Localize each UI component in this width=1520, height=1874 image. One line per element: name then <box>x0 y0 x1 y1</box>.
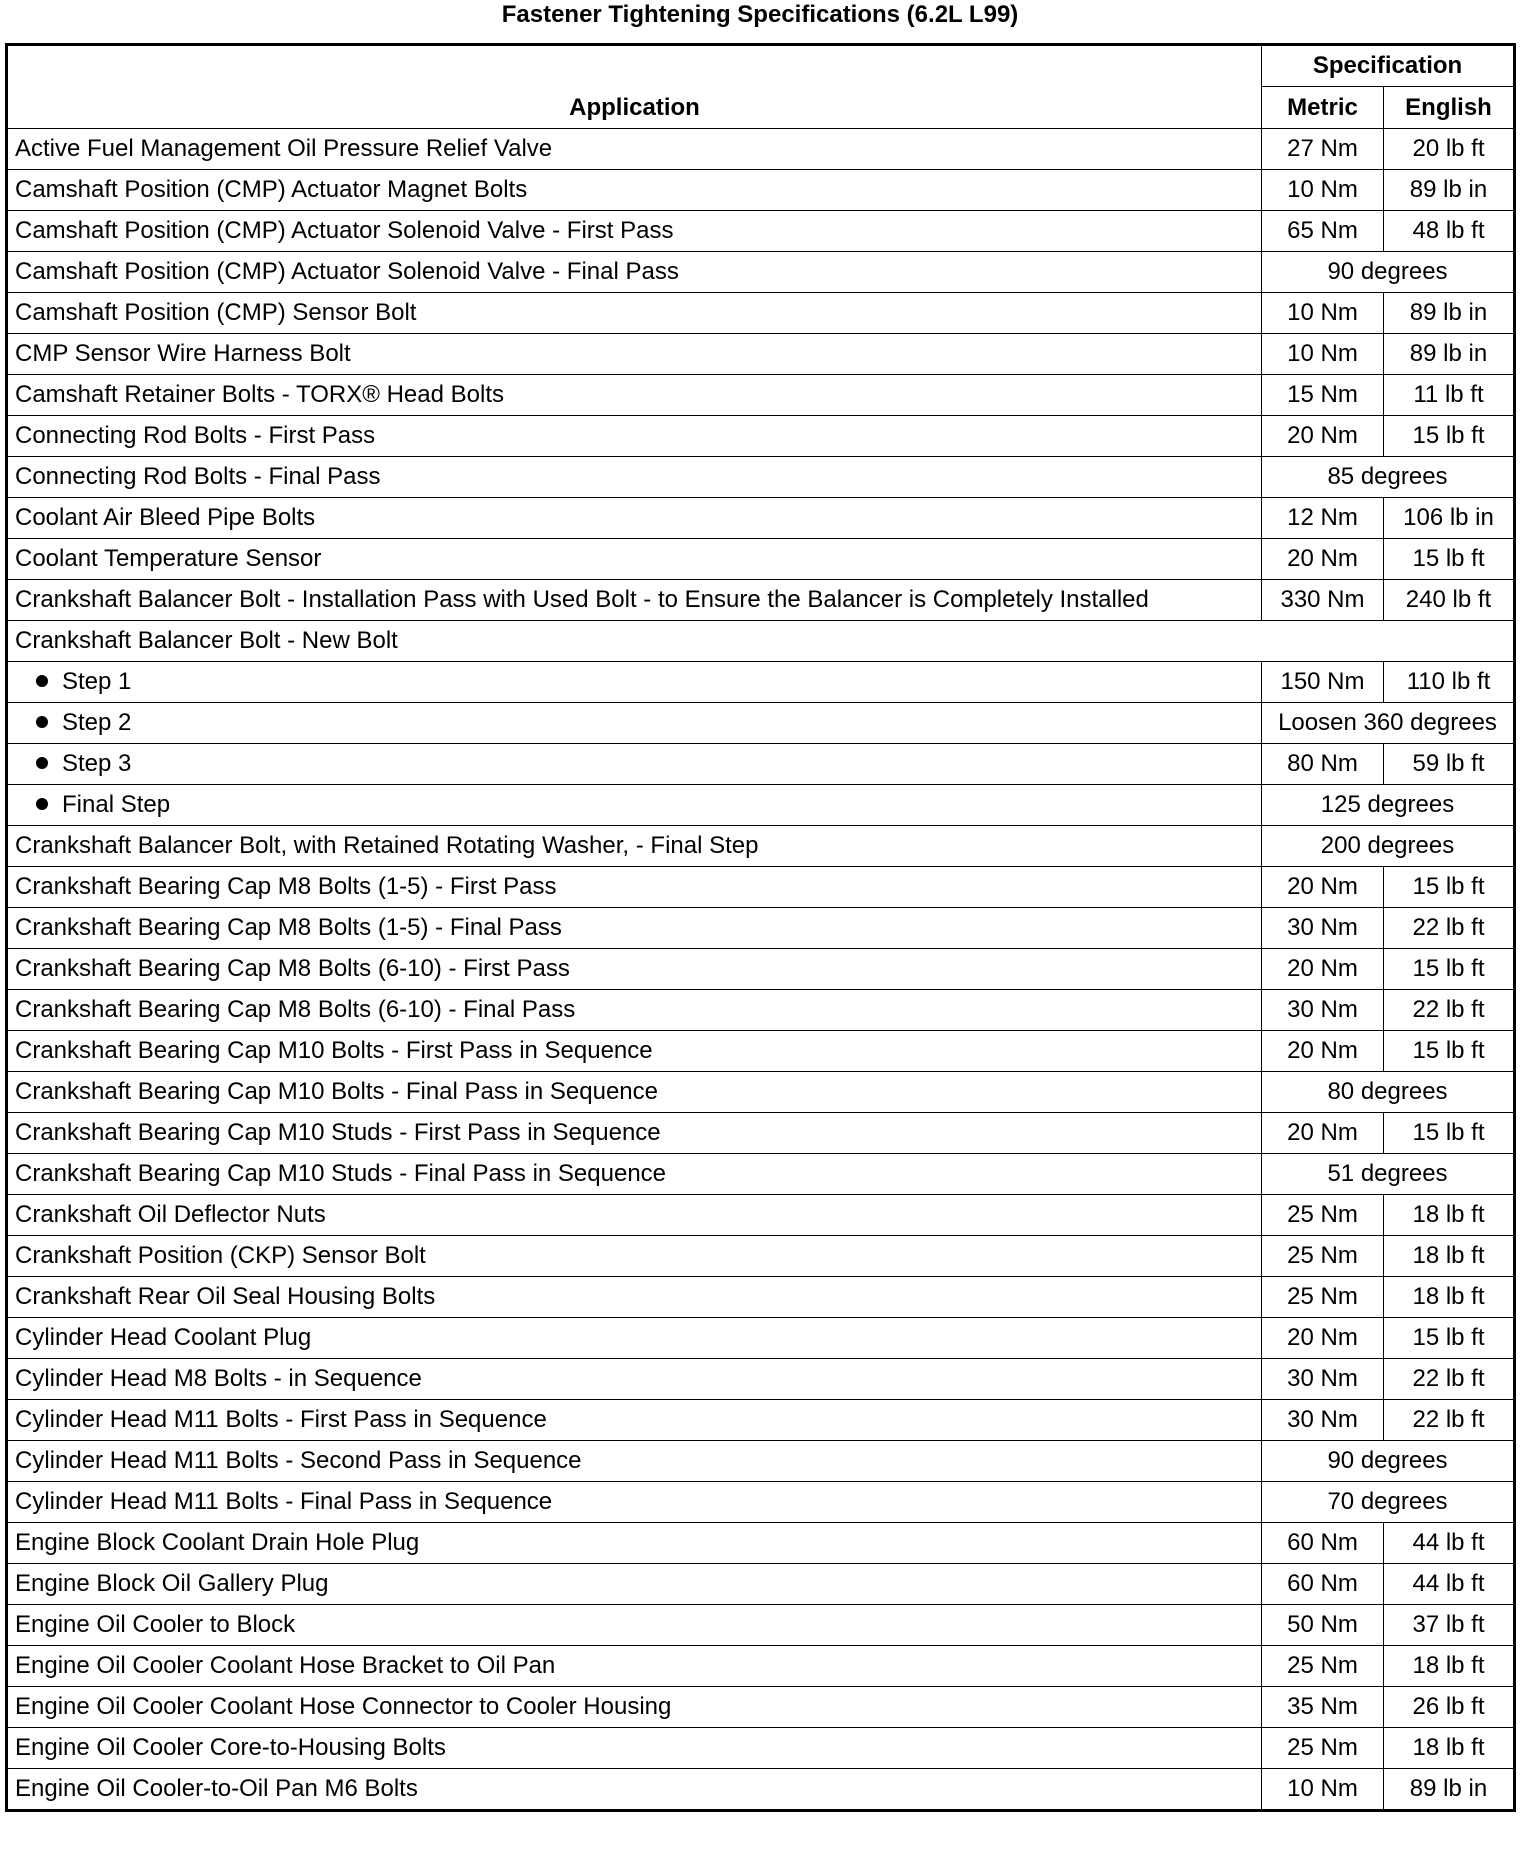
application-cell <box>7 949 1262 990</box>
table-row <box>7 1605 1515 1646</box>
bullet-icon <box>36 716 48 728</box>
metric-cell: 330 Nm <box>1262 580 1384 621</box>
table-row <box>7 1072 1515 1113</box>
metric-cell: 12 Nm <box>1262 498 1384 539</box>
table-row <box>7 949 1515 990</box>
metric-cell: 25 Nm <box>1262 1646 1384 1687</box>
metric-cell: 25 Nm <box>1262 1277 1384 1318</box>
metric-cell: 10 Nm <box>1262 293 1384 334</box>
spec-combined-cell: 125 degrees <box>1262 785 1515 826</box>
application-cell <box>7 703 1262 744</box>
header-specification: Specification <box>1262 45 1515 87</box>
metric-cell: 80 Nm <box>1262 744 1384 785</box>
application-cell <box>7 129 1262 170</box>
application-label: Crankshaft Rear Oil Seal Housing Bolts <box>15 1283 436 1310</box>
application-cell <box>7 1482 1262 1523</box>
english-cell: 22 lb ft <box>1384 1400 1515 1441</box>
application-cell <box>7 416 1262 457</box>
application-label: Cylinder Head Coolant Plug <box>15 1324 312 1351</box>
application-cell <box>7 1031 1262 1072</box>
spec-combined-cell: 90 degrees <box>1262 252 1515 293</box>
table-row <box>7 1482 1515 1523</box>
application-label: Engine Block Oil Gallery Plug <box>15 1570 329 1597</box>
metric-cell: 27 Nm <box>1262 129 1384 170</box>
table-row <box>7 498 1515 539</box>
spec-combined-cell: 90 degrees <box>1262 1441 1515 1482</box>
english-cell: 15 lb ft <box>1384 539 1515 580</box>
application-cell <box>7 908 1262 949</box>
application-cell <box>7 1564 1262 1605</box>
english-cell: 44 lb ft <box>1384 1564 1515 1605</box>
application-label: Cylinder Head M11 Bolts - Final Pass in Sequence <box>15 1488 553 1515</box>
application-label: Crankshaft Bearing Cap M10 Bolts - First Pass in Sequence <box>15 1037 653 1064</box>
table-row <box>7 1154 1515 1195</box>
application-label: Cylinder Head M11 Bolts - First Pass in Sequence <box>15 1406 547 1433</box>
table-row <box>7 1359 1515 1400</box>
table-row <box>7 1195 1515 1236</box>
application-label: Crankshaft Oil Deflector Nuts <box>15 1201 326 1228</box>
application-label: Final Step <box>62 791 171 818</box>
english-cell: 22 lb ft <box>1384 908 1515 949</box>
application-label: Cylinder Head M8 Bolts - in Sequence <box>15 1365 422 1392</box>
table-row <box>7 1277 1515 1318</box>
metric-cell: 10 Nm <box>1262 334 1384 375</box>
bullet-icon <box>36 757 48 769</box>
header-application <box>7 45 1262 129</box>
application-label: Engine Oil Cooler Core-to-Housing Bolts <box>15 1734 446 1761</box>
english-cell: 20 lb ft <box>1384 129 1515 170</box>
metric-cell: 25 Nm <box>1262 1195 1384 1236</box>
metric-cell: 25 Nm <box>1262 1728 1384 1769</box>
metric-cell: 150 Nm <box>1262 662 1384 703</box>
application-cell <box>7 1646 1262 1687</box>
table-row <box>7 170 1515 211</box>
metric-cell: 20 Nm <box>1262 1031 1384 1072</box>
metric-cell: 50 Nm <box>1262 1605 1384 1646</box>
application-label: Cylinder Head M11 Bolts - Second Pass in Sequence <box>15 1447 582 1474</box>
application-cell <box>7 744 1262 785</box>
application-cell <box>7 1605 1262 1646</box>
metric-cell: 15 Nm <box>1262 375 1384 416</box>
application-cell <box>7 1113 1262 1154</box>
application-cell <box>7 1072 1262 1113</box>
application-label: Camshaft Position (CMP) Actuator Solenoid Valve - First Pass <box>15 217 674 244</box>
table-row <box>7 129 1515 170</box>
english-cell: 106 lb in <box>1384 498 1515 539</box>
metric-cell: 60 Nm <box>1262 1564 1384 1605</box>
application-cell <box>7 1277 1262 1318</box>
application-label: Camshaft Position (CMP) Sensor Bolt <box>15 299 417 326</box>
bullet-icon <box>36 798 48 810</box>
english-cell: 18 lb ft <box>1384 1277 1515 1318</box>
english-cell: 18 lb ft <box>1384 1195 1515 1236</box>
application-cell <box>7 1441 1262 1482</box>
english-cell: 240 lb ft <box>1384 580 1515 621</box>
english-cell: 26 lb ft <box>1384 1687 1515 1728</box>
metric-cell: 25 Nm <box>1262 1236 1384 1277</box>
english-cell: 110 lb ft <box>1384 662 1515 703</box>
application-cell <box>7 252 1262 293</box>
application-label: Active Fuel Management Oil Pressure Relief Valve <box>15 135 553 162</box>
application-cell <box>7 1359 1262 1400</box>
application-label: Camshaft Retainer Bolts - TORX® Head Bolts <box>15 381 504 408</box>
application-label: Coolant Temperature Sensor <box>15 545 322 572</box>
metric-cell: 65 Nm <box>1262 211 1384 252</box>
application-label: Crankshaft Balancer Bolt - New Bolt <box>15 627 398 654</box>
metric-cell: 30 Nm <box>1262 1359 1384 1400</box>
english-cell: 22 lb ft <box>1384 1359 1515 1400</box>
application-cell <box>7 1195 1262 1236</box>
table-row <box>7 252 1515 293</box>
english-cell: 89 lb in <box>1384 293 1515 334</box>
metric-cell: 10 Nm <box>1262 170 1384 211</box>
application-label: Crankshaft Bearing Cap M8 Bolts (1-5) - First Pass <box>15 873 557 900</box>
metric-cell: 30 Nm <box>1262 908 1384 949</box>
table-row <box>7 867 1515 908</box>
application-label: Crankshaft Balancer Bolt, with Retained Rotating Washer, - Final Step <box>15 832 759 859</box>
metric-cell: 20 Nm <box>1262 416 1384 457</box>
application-label: Connecting Rod Bolts - Final Pass <box>15 463 381 490</box>
english-cell: 18 lb ft <box>1384 1728 1515 1769</box>
english-cell: 89 lb in <box>1384 334 1515 375</box>
header-metric: Metric <box>1262 87 1384 129</box>
metric-cell: 20 Nm <box>1262 867 1384 908</box>
table-row <box>7 416 1515 457</box>
application-cell <box>7 375 1262 416</box>
english-cell: 15 lb ft <box>1384 1031 1515 1072</box>
application-cell <box>7 1687 1262 1728</box>
english-cell: 15 lb ft <box>1384 949 1515 990</box>
application-cell <box>7 580 1262 621</box>
application-label: Crankshaft Bearing Cap M10 Studs - Final Pass in Sequence <box>15 1160 667 1187</box>
application-label: Step 2 <box>62 709 132 736</box>
application-cell <box>7 1318 1262 1359</box>
application-label: Coolant Air Bleed Pipe Bolts <box>15 504 316 531</box>
table-row <box>7 785 1515 826</box>
table-row <box>7 990 1515 1031</box>
application-label: Engine Oil Cooler Coolant Hose Bracket to Oil Pan <box>15 1652 556 1679</box>
table-row <box>7 662 1515 703</box>
english-cell: 59 lb ft <box>1384 744 1515 785</box>
header-application-label: Application <box>569 94 700 121</box>
document-title: Fastener Tightening Specifications (6.2L L99) <box>501 1 1019 28</box>
spec-combined-cell: 51 degrees <box>1262 1154 1515 1195</box>
english-cell: 89 lb in <box>1384 170 1515 211</box>
application-cell <box>7 1769 1262 1811</box>
application-label: Camshaft Position (CMP) Actuator Magnet Bolts <box>15 176 528 203</box>
application-label: Step 1 <box>62 668 132 695</box>
metric-cell: 30 Nm <box>1262 1400 1384 1441</box>
spec-combined-cell: 200 degrees <box>1262 826 1515 867</box>
spec-combined-cell: 70 degrees <box>1262 1482 1515 1523</box>
application-label: Crankshaft Bearing Cap M8 Bolts (1-5) - Final Pass <box>15 914 562 941</box>
table-row <box>7 334 1515 375</box>
application-label: Engine Oil Cooler Coolant Hose Connector to Cooler Housing <box>15 1693 672 1720</box>
metric-cell: 10 Nm <box>1262 1769 1384 1811</box>
application-cell <box>7 826 1262 867</box>
english-cell: 11 lb ft <box>1384 375 1515 416</box>
application-cell <box>7 293 1262 334</box>
english-cell: 37 lb ft <box>1384 1605 1515 1646</box>
metric-cell: 60 Nm <box>1262 1523 1384 1564</box>
application-label: Crankshaft Bearing Cap M8 Bolts (6-10) - Final Pass <box>15 996 576 1023</box>
header-english: English <box>1384 87 1515 129</box>
table-row <box>7 539 1515 580</box>
application-cell <box>7 539 1262 580</box>
spec-combined-cell: Loosen 360 degrees <box>1262 703 1515 744</box>
application-cell <box>7 1728 1262 1769</box>
spec-combined-cell: 80 degrees <box>1262 1072 1515 1113</box>
english-cell: 15 lb ft <box>1384 1113 1515 1154</box>
application-label: Crankshaft Bearing Cap M10 Studs - First Pass in Sequence <box>15 1119 661 1146</box>
application-label: Step 3 <box>62 750 132 777</box>
table-row <box>7 293 1515 334</box>
table-row <box>7 1113 1515 1154</box>
english-cell: 15 lb ft <box>1384 416 1515 457</box>
application-cell <box>7 990 1262 1031</box>
bullet-icon <box>36 675 48 687</box>
table-row <box>7 211 1515 252</box>
table-row <box>7 744 1515 785</box>
metric-cell: 20 Nm <box>1262 949 1384 990</box>
english-cell: 15 lb ft <box>1384 1318 1515 1359</box>
table-row <box>7 826 1515 867</box>
spec-table <box>5 43 1516 1812</box>
header-row <box>7 45 1515 87</box>
application-cell <box>7 1236 1262 1277</box>
application-label: Engine Oil Cooler to Block <box>15 1611 296 1638</box>
table-row <box>7 1441 1515 1482</box>
application-cell <box>7 1154 1262 1195</box>
table-row <box>7 1646 1515 1687</box>
application-cell <box>7 211 1262 252</box>
application-label: Crankshaft Position (CKP) Sensor Bolt <box>15 1242 426 1269</box>
metric-cell: 20 Nm <box>1262 539 1384 580</box>
spec-table-body <box>7 129 1515 1811</box>
english-cell: 48 lb ft <box>1384 211 1515 252</box>
english-cell: 22 lb ft <box>1384 990 1515 1031</box>
metric-cell: 20 Nm <box>1262 1113 1384 1154</box>
table-row <box>7 1728 1515 1769</box>
table-row <box>7 580 1515 621</box>
table-row <box>7 1400 1515 1441</box>
application-cell <box>7 621 1515 662</box>
table-row <box>7 375 1515 416</box>
table-row <box>7 621 1515 662</box>
english-cell: 15 lb ft <box>1384 867 1515 908</box>
application-label: Crankshaft Bearing Cap M10 Bolts - Final Pass in Sequence <box>15 1078 658 1105</box>
application-label: Crankshaft Bearing Cap M8 Bolts (6-10) - First Pass <box>15 955 570 982</box>
metric-cell: 35 Nm <box>1262 1687 1384 1728</box>
table-row <box>7 1236 1515 1277</box>
application-label: Crankshaft Balancer Bolt - Installation Pass with Used Bolt - to Ensure the Balancer is Completely Installed <box>15 586 1149 613</box>
spec-combined-cell: 85 degrees <box>1262 457 1515 498</box>
english-cell: 18 lb ft <box>1384 1646 1515 1687</box>
table-row <box>7 908 1515 949</box>
application-cell <box>7 1400 1262 1441</box>
application-label: Engine Oil Cooler-to-Oil Pan M6 Bolts <box>15 1775 418 1802</box>
table-row <box>7 1523 1515 1564</box>
table-row <box>7 457 1515 498</box>
metric-cell: 30 Nm <box>1262 990 1384 1031</box>
application-cell <box>7 662 1262 703</box>
table-row <box>7 1769 1515 1811</box>
application-cell <box>7 1523 1262 1564</box>
table-row <box>7 1564 1515 1605</box>
table-row <box>7 1318 1515 1359</box>
english-cell: 89 lb in <box>1384 1769 1515 1811</box>
table-row <box>7 1031 1515 1072</box>
application-cell <box>7 334 1262 375</box>
table-row <box>7 1687 1515 1728</box>
application-cell <box>7 170 1262 211</box>
application-cell <box>7 867 1262 908</box>
english-cell: 44 lb ft <box>1384 1523 1515 1564</box>
application-cell <box>7 498 1262 539</box>
english-cell: 18 lb ft <box>1384 1236 1515 1277</box>
table-row <box>7 703 1515 744</box>
application-label: Engine Block Coolant Drain Hole Plug <box>15 1529 420 1556</box>
application-cell <box>7 785 1262 826</box>
application-cell <box>7 457 1262 498</box>
metric-cell: 20 Nm <box>1262 1318 1384 1359</box>
application-label: Connecting Rod Bolts - First Pass <box>15 422 376 449</box>
application-label: CMP Sensor Wire Harness Bolt <box>15 340 351 367</box>
application-label: Camshaft Position (CMP) Actuator Solenoid Valve - Final Pass <box>15 258 679 285</box>
